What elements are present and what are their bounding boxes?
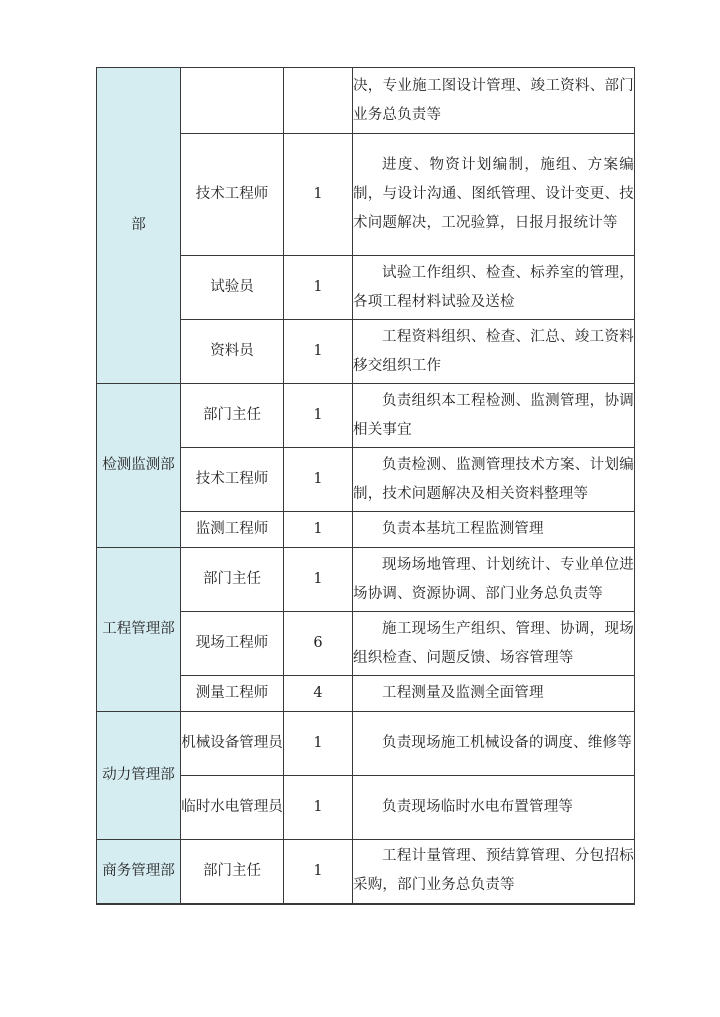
- duty-cell: [353, 548, 635, 612]
- headcount-cell: 1: [284, 134, 353, 256]
- role-cell: 机械设备管理员: [181, 712, 284, 776]
- role-cell: 技术工程师: [181, 448, 284, 512]
- duty-text: 工程测量及监测全面管理: [382, 685, 544, 701]
- duty-cell: [353, 512, 635, 548]
- headcount-cell: 1: [284, 256, 353, 320]
- duty-cell: [353, 676, 635, 712]
- role-cell: 技术工程师: [181, 134, 284, 256]
- headcount-cell: 1: [284, 776, 353, 840]
- duty-text: 工程资料组织、检查、汇总、竣工资料移交组织工作: [353, 328, 634, 374]
- headcount-cell: 1: [284, 320, 353, 384]
- headcount-cell: 1: [284, 840, 353, 904]
- role-cell: 现场工程师: [181, 612, 284, 676]
- role-cell: 部门主任: [181, 384, 284, 448]
- table-row: [97, 68, 635, 134]
- duty-cell: [353, 68, 635, 134]
- department-cell: 商务管理部: [97, 840, 181, 904]
- duty-text: 负责组织本工程检测、监测管理，协调相关事宜: [353, 392, 634, 438]
- headcount-cell: 1: [284, 548, 353, 612]
- duty-text: 负责本基坑工程监测管理: [382, 521, 544, 537]
- table-row: [97, 548, 635, 612]
- department-cell: 动力管理部: [97, 712, 181, 840]
- duty-cell: [353, 840, 635, 904]
- role-cell: [181, 68, 284, 134]
- headcount-cell: [284, 68, 353, 134]
- department-cell: 工程管理部: [97, 548, 181, 712]
- duty-cell: [353, 612, 635, 676]
- headcount-cell: 6: [284, 612, 353, 676]
- table-row: [97, 840, 635, 904]
- duty-text: 负责现场临时水电布置管理等: [382, 799, 574, 815]
- role-cell: 临时水电管理员: [181, 776, 284, 840]
- department-cell: 部: [97, 68, 181, 384]
- table-row: [97, 384, 635, 448]
- role-cell: 试验员: [181, 256, 284, 320]
- duty-cell: [353, 712, 635, 776]
- role-cell: 测量工程师: [181, 676, 284, 712]
- duty-text: 负责现场施工机械设备的调度、维修等: [382, 735, 632, 751]
- headcount-cell: 1: [284, 512, 353, 548]
- org-table-body: [97, 68, 635, 904]
- role-cell: 部门主任: [181, 548, 284, 612]
- headcount-cell: 4: [284, 676, 353, 712]
- headcount-cell: 1: [284, 712, 353, 776]
- duty-text: 试验工作组织、检查、标养室的管理，各项工程材料试验及送检: [353, 264, 634, 310]
- headcount-cell: 1: [284, 448, 353, 512]
- org-table: [96, 67, 635, 905]
- headcount-cell: 1: [284, 384, 353, 448]
- duty-text: 负责检测、监测管理技术方案、计划编制，技术问题解决及相关资料整理等: [353, 456, 634, 502]
- duty-text: 决，专业施工图设计管理、竣工资料、部门业务总负责等: [353, 77, 634, 123]
- duty-text: 工程计量管理、预结算管理、分包招标采购，部门业务总负责等: [353, 848, 634, 894]
- duty-text: 现场场地管理、计划统计、专业单位进场协调、资源协调、部门业务总负责等: [353, 556, 634, 602]
- role-cell: 监测工程师: [181, 512, 284, 548]
- table-row: [97, 712, 635, 776]
- duty-cell: [353, 320, 635, 384]
- duty-cell: [353, 384, 635, 448]
- duty-text: 进度、物资计划编制，施组、方案编制，与设计沟通、图纸管理、设计变更、技术问题解决，工况验算，日报月报统计等: [353, 157, 634, 231]
- duty-cell: [353, 256, 635, 320]
- duty-cell: [353, 776, 635, 840]
- department-cell: 检测监测部: [97, 384, 181, 548]
- duty-text: 施工现场生产组织、管理、协调，现场组织检查、问题反馈、场容管理等: [353, 620, 634, 666]
- role-cell: 资料员: [181, 320, 284, 384]
- role-cell: 部门主任: [181, 840, 284, 904]
- duty-cell: [353, 134, 635, 256]
- duty-cell: [353, 448, 635, 512]
